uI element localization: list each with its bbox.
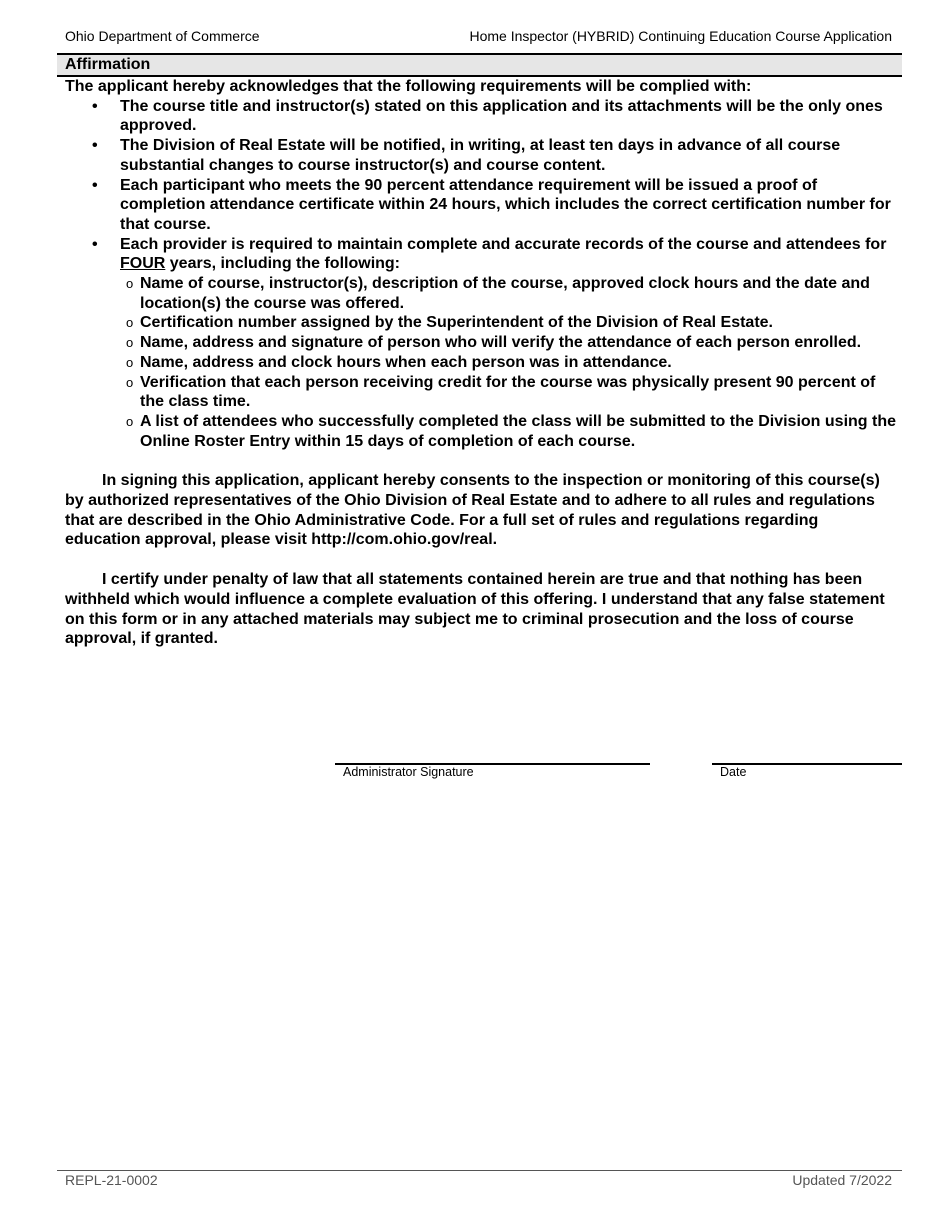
sublist-item bbox=[120, 373, 897, 412]
sublist-item-text: Name of course, instructor(s), description of the course, approved clock hours and the date and location(s) the course was offered. bbox=[140, 275, 870, 312]
affirmation-content bbox=[65, 77, 897, 649]
emphasis-underlined: FOUR bbox=[120, 255, 166, 273]
requirements-list bbox=[65, 97, 897, 452]
list-item bbox=[65, 97, 897, 136]
list-item-text: The Division of Real Estate will be notified, in writing, at least ten days in advance of all course substantial changes to course instructor(s) and course content. bbox=[120, 137, 841, 174]
consent-paragraph: In signing this application, applicant hereby consents to the inspection or monitoring of this course(s) by authorized representatives of the Ohio Division of Real Estate and to adhere to all rules and regulations that are described in the Ohio Administrative Code. For a full set of rules and regulations regarding education approval, please visit http://com.ohio.gov/real. bbox=[65, 472, 880, 549]
bullet-icon: • bbox=[92, 176, 98, 194]
section-title: Affirmation bbox=[65, 56, 151, 73]
circle-bullet-icon: o bbox=[126, 335, 134, 351]
updated-date: Updated 7/2022 bbox=[792, 1172, 892, 1188]
list-item-text-end: years, including the following: bbox=[165, 255, 401, 273]
list-item-text: The course title and instructor(s) stated on this application and its attachments will be the only ones approved. bbox=[120, 97, 883, 135]
list-item-text: Each participant who meets the 90 percent attendance requirement will be issued a proof of completion attendance certificate within 24 hours, which includes the correct certification number for that course. bbox=[120, 176, 891, 233]
sublist-item-text: Verification that each person receiving credit for the course was physically present 90 percent of the class time. bbox=[140, 373, 876, 411]
sublist-item bbox=[120, 412, 897, 451]
intro-text: The applicant hereby acknowledges that the following requirements will be complied with: bbox=[65, 78, 752, 95]
sublist-item-text: Name, address and clock hours when each person was in attendance. bbox=[140, 353, 672, 371]
administrator-signature-label: Administrator Signature bbox=[343, 765, 474, 779]
header-form-title: Home Inspector (HYBRID) Continuing Education Course Application bbox=[469, 28, 892, 44]
records-sublist bbox=[120, 274, 897, 451]
sublist-item bbox=[120, 333, 897, 353]
circle-bullet-icon: o bbox=[126, 315, 134, 331]
section-header-bar bbox=[57, 53, 902, 77]
list-item bbox=[65, 176, 897, 235]
sublist-item bbox=[120, 274, 897, 313]
sublist-item bbox=[120, 353, 897, 373]
circle-bullet-icon: o bbox=[126, 413, 134, 429]
circle-bullet-icon: o bbox=[126, 374, 134, 390]
sublist-item-text: A list of attendees who successfully completed the class will be submitted to the Division using the Online Roster Entry within 15 days of completion of each course. bbox=[140, 412, 896, 450]
circle-bullet-icon: o bbox=[126, 354, 134, 370]
certification-paragraph: I certify under penalty of law that all statements contained herein are true and that nothing has been withheld which would influence a complete evaluation of this offering. I understand that any false statement on this form or in any attached materials may subject me to criminal prosecution and the loss of course approval, if granted. bbox=[65, 571, 885, 648]
list-item bbox=[65, 136, 897, 175]
sublist-item-text: Name, address and signature of person who will verify the attendance of each person enrolled. bbox=[140, 334, 862, 352]
sublist-item bbox=[120, 313, 897, 333]
date-label: Date bbox=[720, 765, 747, 779]
list-item bbox=[65, 235, 897, 452]
form-number: REPL-21-0002 bbox=[65, 1172, 158, 1188]
circle-bullet-icon: o bbox=[126, 276, 134, 292]
bullet-icon: • bbox=[92, 97, 98, 115]
list-item-text-start: Each provider is required to maintain complete and accurate records of the course and attendees for bbox=[120, 235, 887, 253]
footer-divider bbox=[57, 1170, 902, 1171]
bullet-icon: • bbox=[92, 137, 98, 155]
header-agency: Ohio Department of Commerce bbox=[65, 28, 260, 44]
bullet-icon: • bbox=[92, 235, 98, 253]
sublist-item-text: Certification number assigned by the Superintendent of the Division of Real Estate. bbox=[140, 314, 773, 332]
